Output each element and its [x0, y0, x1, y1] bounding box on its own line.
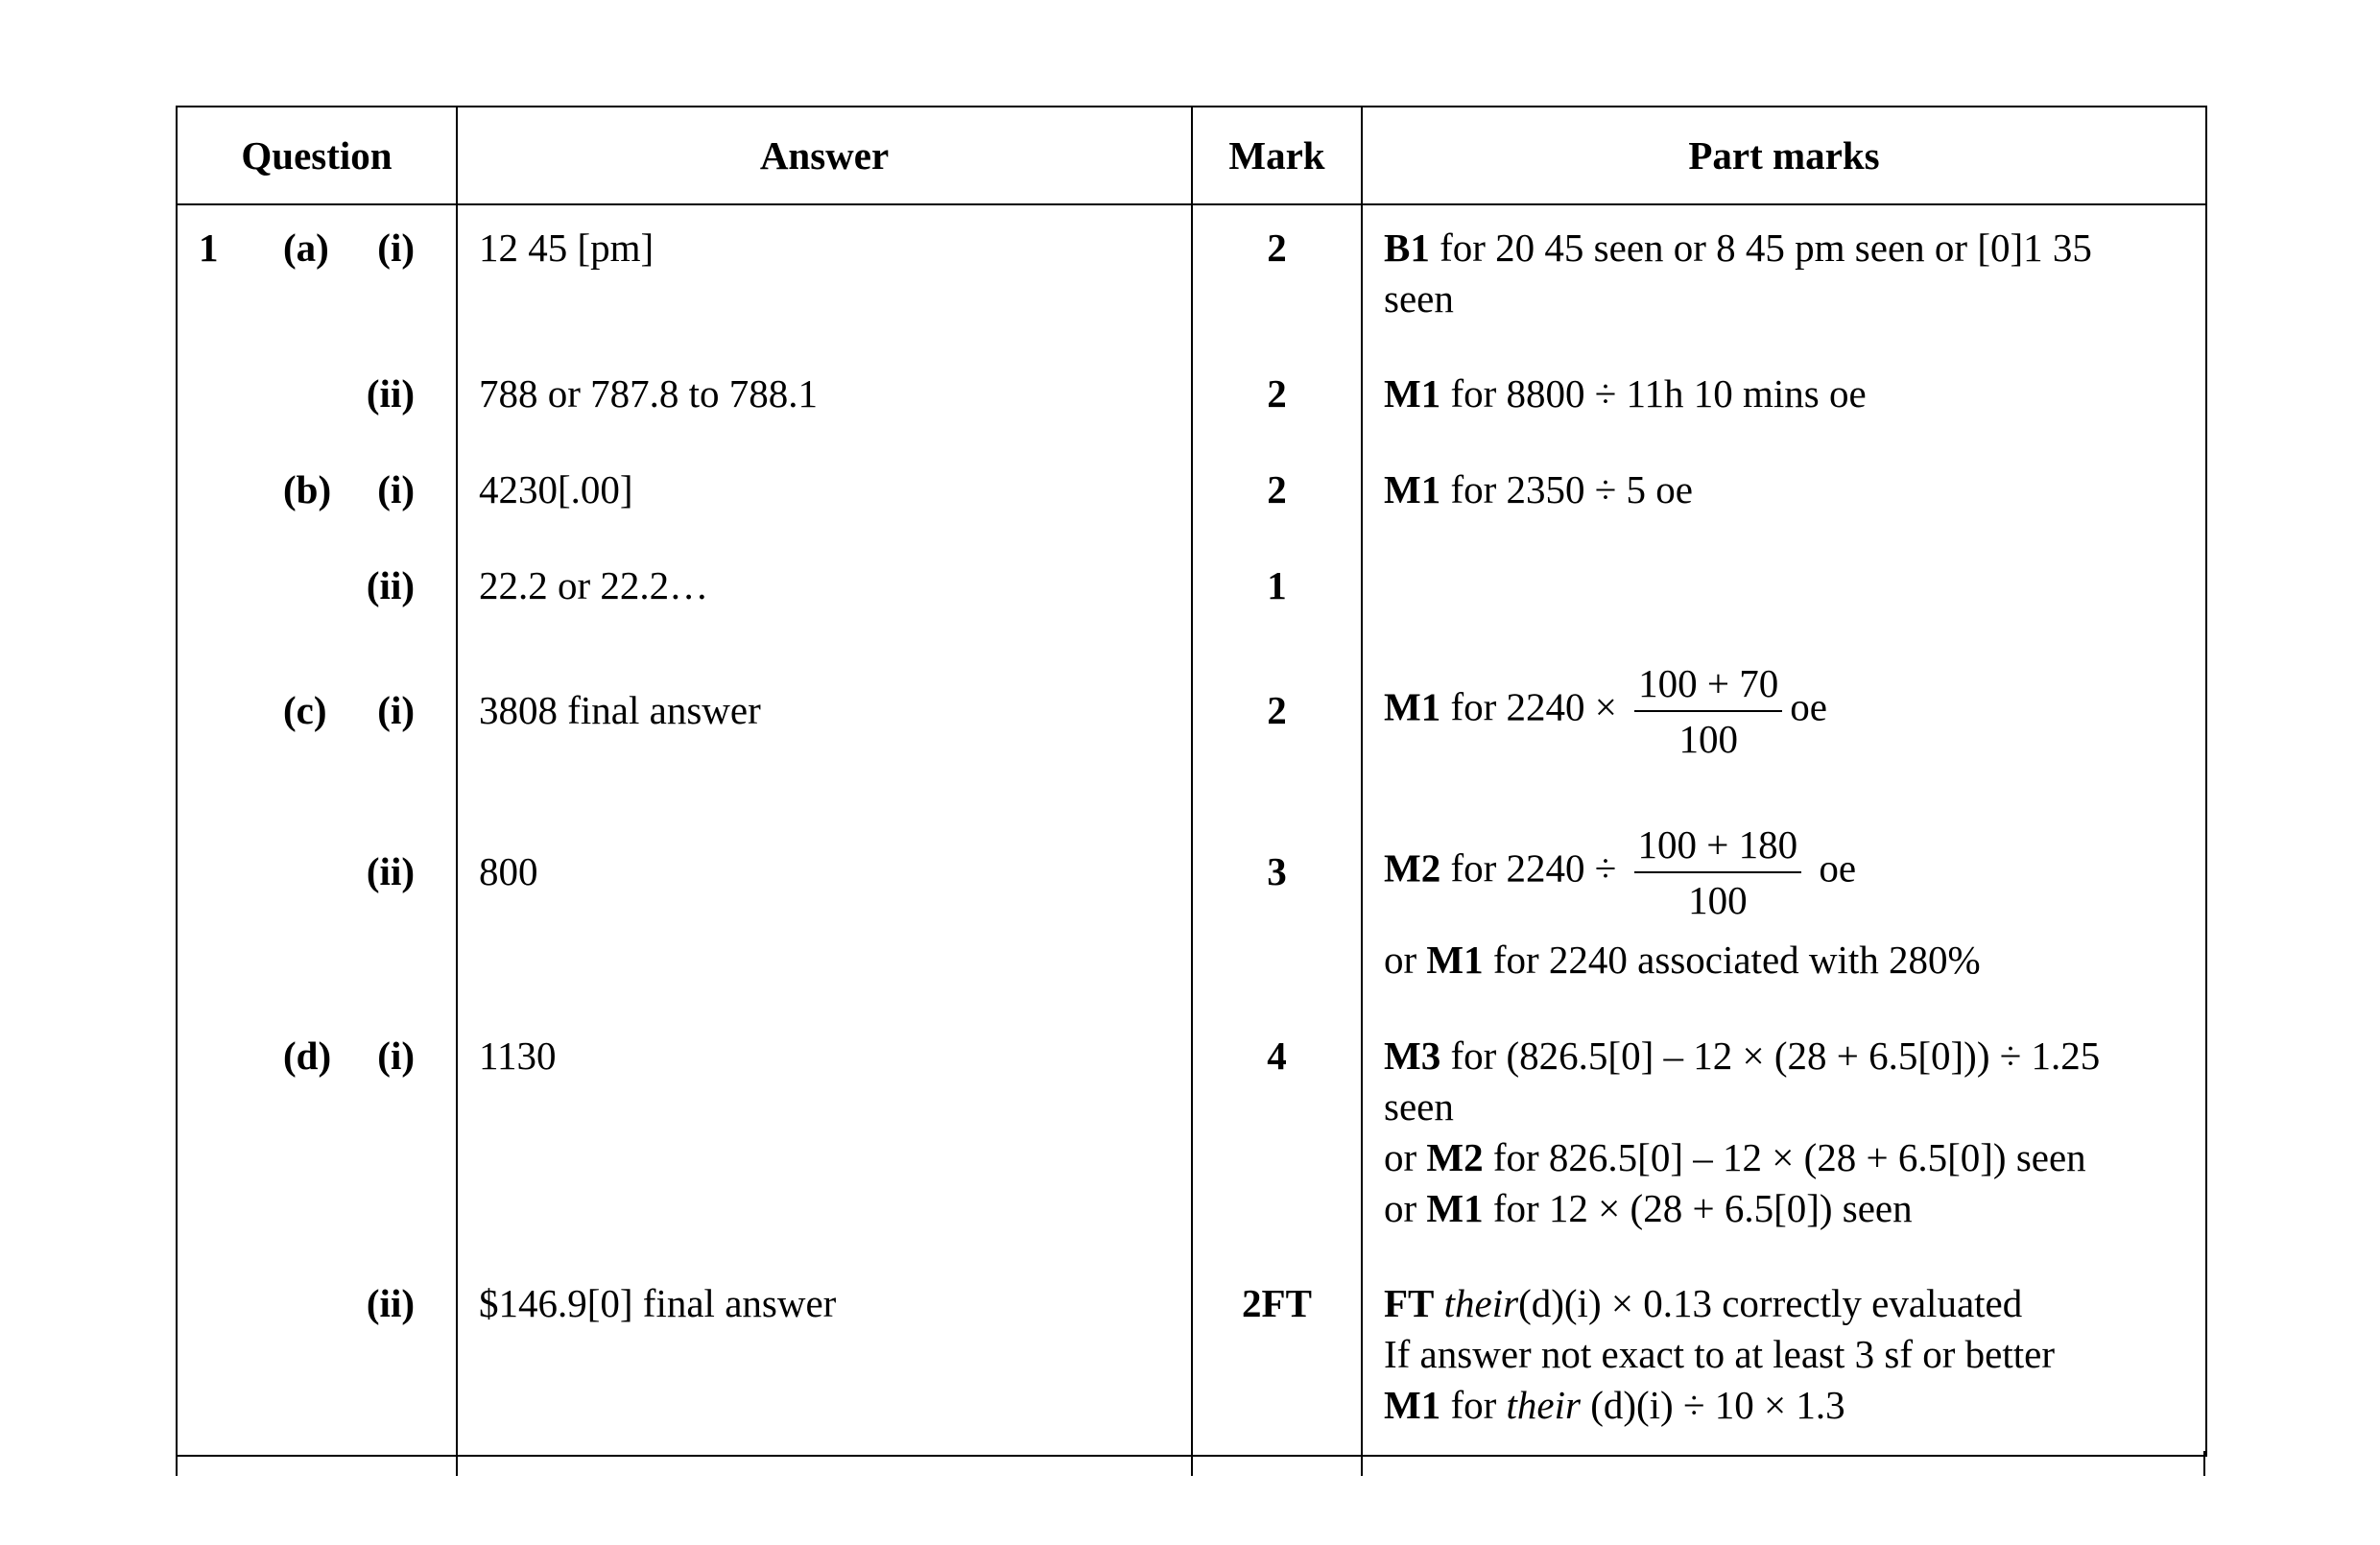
fraction-denominator: 100 — [1688, 878, 1748, 922]
part-marks-b-i: M1 for 2350 ÷ 5 oe — [1384, 467, 1693, 511]
part-marks-c-ii-line2: or M1 for 2240 associated with 280% — [1384, 938, 1981, 982]
table-continuation-line — [456, 1451, 458, 1476]
part-label-a: (a) — [283, 226, 329, 270]
part-marks-a-ii: M1 for 8800 ÷ 11h 10 mins oe — [1384, 371, 1867, 416]
answer-d-ii: $146.9[0] final answer — [479, 1281, 837, 1325]
part-marks-d-i-line1: M3 for (826.5[0] – 12 × (28 + 6.5[0])) ÷ 1.25 — [1384, 1034, 2101, 1078]
part-marks-c-i: M1 for 2240 × $\frac{100 + 70}{100}$ oe — [1384, 656, 2190, 766]
header-row — [177, 107, 2206, 204]
answer-c-ii: 800 — [479, 849, 538, 893]
sub-label-b-i: (i) — [377, 467, 415, 511]
part-marks-a-i-line1: B1 for 20 45 seen or 8 45 pm seen or [0]1 35 — [1384, 226, 2092, 270]
fraction-c-i — [1634, 656, 1782, 766]
mark-d-ii: 2FT — [1242, 1281, 1312, 1325]
table-continuation-line — [176, 1451, 178, 1476]
part-marks-d-ii-line2: If answer not exact to at least 3 sf or better — [1384, 1332, 2056, 1376]
mark-b-i: 2 — [1267, 467, 1287, 511]
sub-label-d-i: (i) — [377, 1034, 415, 1078]
fraction-numerator: 100 + 70 — [1634, 656, 1782, 712]
part-marks-column — [1362, 204, 2206, 1456]
sub-label-a-i: (i) — [377, 226, 415, 270]
sub-label-c-i: (i) — [377, 688, 415, 732]
part-marks-c-ii-line1: M2 for 2240 ÷ $\frac{100 + 180}{100}$ oe — [1384, 818, 2190, 927]
part-marks-d-i-line4: or M1 for 12 × (28 + 6.5[0]) seen — [1384, 1186, 1913, 1230]
header-mark: Mark — [1192, 107, 1362, 204]
table-continuation-line — [2203, 1451, 2205, 1476]
header-question: Question — [177, 107, 457, 204]
mark-scheme-table — [176, 106, 2207, 1457]
sub-label-a-ii: (ii) — [366, 371, 415, 416]
header-answer: Answer — [457, 107, 1192, 204]
header-part-marks: Part marks — [1362, 107, 2206, 204]
answer-c-i: 3808 final answer — [479, 688, 761, 732]
part-marks-a-i-line2: seen — [1384, 276, 1454, 321]
answer-d-i: 1130 — [479, 1034, 557, 1078]
part-marks-d-ii-line1: FT their(d)(i) × 0.13 correctly evaluated — [1384, 1281, 2023, 1325]
mark-c-i: 2 — [1267, 688, 1287, 732]
mark-c-ii: 3 — [1267, 849, 1287, 893]
part-label-b: (b) — [283, 467, 332, 511]
sub-label-c-ii: (ii) — [366, 849, 415, 893]
mark-a-ii: 2 — [1267, 371, 1287, 416]
mark-d-i: 4 — [1267, 1034, 1287, 1078]
fraction-c-ii — [1634, 818, 1802, 927]
part-marks-d-i-line3: or M2 for 826.5[0] – 12 × (28 + 6.5[0]) seen — [1384, 1135, 2086, 1179]
table-continuation-line — [1361, 1451, 1363, 1476]
answer-b-i: 4230[.00] — [479, 467, 633, 511]
fraction-denominator: 100 — [1678, 717, 1738, 761]
answer-b-ii: 22.2 or 22.2… — [479, 563, 709, 607]
answer-a-i: 12 45 [pm] — [479, 226, 654, 270]
mark-a-i: 2 — [1267, 226, 1287, 270]
mark-column — [1192, 204, 1362, 1456]
question-1-row — [177, 204, 2206, 1456]
mark-b-ii: 1 — [1267, 563, 1287, 607]
part-marks-d-i-line2: seen — [1384, 1084, 1454, 1129]
fraction-numerator: 100 + 180 — [1634, 818, 1802, 873]
part-label-c: (c) — [283, 688, 327, 732]
question-column — [177, 204, 457, 1456]
part-label-d: (d) — [283, 1034, 332, 1078]
answer-column — [457, 204, 1192, 1456]
part-marks-d-ii-line3: M1 for their (d)(i) ÷ 10 × 1.3 — [1384, 1383, 1845, 1427]
sub-label-d-ii: (ii) — [366, 1281, 415, 1325]
question-number: 1 — [199, 226, 219, 270]
answer-a-ii: 788 or 787.8 to 788.1 — [479, 371, 819, 416]
sub-label-b-ii: (ii) — [366, 563, 415, 607]
table-continuation-line — [1191, 1451, 1193, 1476]
